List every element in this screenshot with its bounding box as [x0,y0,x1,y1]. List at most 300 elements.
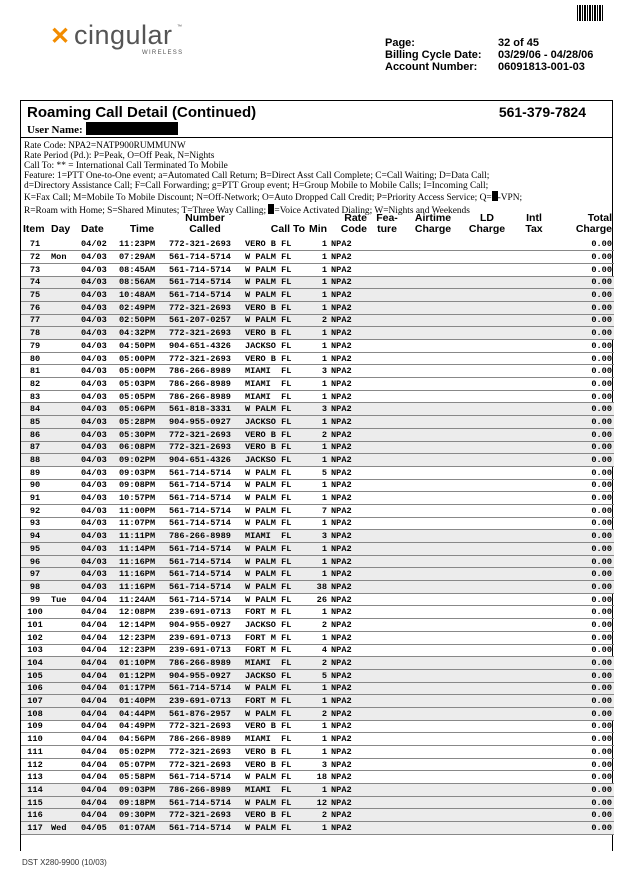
cell-day [49,746,79,759]
cell-item: 91 [21,492,49,505]
cell-empty [405,301,461,314]
cell-empty [513,352,555,365]
cell-time: 05:02PM [117,746,167,759]
cell-time: 09:02PM [117,454,167,467]
cell-date: 04/04 [79,669,117,682]
cell-item: 93 [21,517,49,530]
cell-number-called: 561-714-5714 [167,466,243,479]
table-row [21,390,614,403]
cell-total-charge: 0.00 [555,416,614,429]
col-label: Charge [468,223,506,235]
cell-day [49,390,79,403]
cell-min: 1 [307,631,329,644]
table-row [21,669,614,682]
cell-empty [513,263,555,276]
cell-date: 04/03 [79,289,117,302]
cell-min: 1 [307,568,329,581]
cell-empty [513,733,555,746]
cell-call-to: VERO B FL [243,301,307,314]
cell-number-called: 904-955-0927 [167,669,243,682]
cell-day [49,428,79,441]
cell-empty [405,365,461,378]
col-label: Tax [525,223,543,235]
cell-rate-code: NPA2 [329,720,369,733]
cell-empty [461,695,513,708]
table-row [21,695,614,708]
cell-number-called: 786-266-8989 [167,733,243,746]
cell-rate-code: NPA2 [329,606,369,619]
cell-item: 106 [21,682,49,695]
cell-min: 3 [307,403,329,416]
cell-empty [369,644,405,657]
cell-item: 95 [21,543,49,556]
cell-number-called: 904-955-0927 [167,416,243,429]
cell-empty [513,669,555,682]
cell-empty [513,695,555,708]
col-label: Fea- [376,212,398,224]
cell-empty [513,631,555,644]
col-label: Called [189,223,221,235]
cell-total-charge: 0.00 [555,504,614,517]
col-label: Rate [344,212,367,224]
cell-empty [461,581,513,594]
cell-empty [461,657,513,670]
cell-call-to: W PALM FL [243,492,307,505]
cell-empty [369,593,405,606]
cell-total-charge: 0.00 [555,669,614,682]
cell-min: 1 [307,340,329,353]
cell-date: 04/03 [79,403,117,416]
cell-empty [369,352,405,365]
table-row [21,581,614,594]
cell-item: 90 [21,479,49,492]
cell-min: 1 [307,251,329,264]
cell-empty [513,720,555,733]
cell-number-called: 561-714-5714 [167,251,243,264]
cell-call-to: W PALM FL [243,479,307,492]
cell-rate-code: NPA2 [329,695,369,708]
cell-day [49,352,79,365]
cell-number-called: 561-714-5714 [167,682,243,695]
cell-time: 11:23PM [117,238,167,251]
cell-day [49,657,79,670]
cell-empty [461,606,513,619]
cell-empty [461,784,513,797]
cell-rate-code: NPA2 [329,365,369,378]
cell-number-called: 904-651-4326 [167,340,243,353]
cell-empty [513,378,555,391]
cell-call-to: W PALM FL [243,707,307,720]
cell-date: 04/03 [79,492,117,505]
col-label: ture [377,223,397,235]
logo-wordmark: cingular [74,20,173,50]
cell-total-charge: 0.00 [555,238,614,251]
table-row [21,301,614,314]
cell-item: 76 [21,301,49,314]
col-label: Charge [575,223,612,235]
cell-empty [369,479,405,492]
cell-number-called: 772-321-2693 [167,352,243,365]
table-row [21,822,614,835]
user-name [27,122,178,136]
cell-total-charge: 0.00 [555,289,614,302]
cell-empty [461,403,513,416]
cell-call-to: JACKSO FL [243,340,307,353]
cell-empty [461,251,513,264]
cell-empty [513,416,555,429]
cell-total-charge: 0.00 [555,771,614,784]
cell-rate-code: NPA2 [329,581,369,594]
cell-rate-code: NPA2 [329,758,369,771]
account-info [385,37,593,73]
cell-item: 94 [21,530,49,543]
cell-total-charge: 0.00 [555,454,614,467]
cell-number-called: 239-691-0713 [167,631,243,644]
cell-day [49,504,79,517]
cell-call-to: W PALM FL [243,517,307,530]
cell-number-called: 561-714-5714 [167,276,243,289]
cell-rate-code: NPA2 [329,822,369,835]
table-row [21,251,614,264]
cell-total-charge: 0.00 [555,517,614,530]
cell-item: 80 [21,352,49,365]
cell-total-charge: 0.00 [555,403,614,416]
legend-line: d=Directory Assistance Call; F=Call Forwarding; g=PTT Group event; H=Group Mobile to Mobile Calls; I=Incoming Call; [24,181,489,192]
cell-empty [461,517,513,530]
cell-time: 10:57PM [117,492,167,505]
cell-day [49,340,79,353]
cell-day [49,289,79,302]
cell-call-to: JACKSO FL [243,669,307,682]
table-row [21,492,614,505]
cell-day [49,568,79,581]
table-row [21,568,614,581]
cell-item: 112 [21,758,49,771]
cell-item: 79 [21,340,49,353]
cell-empty [369,746,405,759]
cell-min: 1 [307,289,329,302]
cell-date: 04/04 [79,695,117,708]
cell-empty [513,289,555,302]
billing-cycle-label: Billing Cycle Date: [385,49,482,61]
cell-empty [461,416,513,429]
cell-empty [513,822,555,835]
cell-day [49,314,79,327]
cell-rate-code: NPA2 [329,631,369,644]
cell-item: 103 [21,644,49,657]
col-label: LD [480,212,494,224]
cell-total-charge: 0.00 [555,822,614,835]
cell-empty [513,454,555,467]
cell-item: 85 [21,416,49,429]
cell-time: 11:16PM [117,568,167,581]
cell-empty [461,758,513,771]
cell-day [49,441,79,454]
cell-rate-code: NPA2 [329,238,369,251]
cell-empty [405,707,461,720]
section-title: Roaming Call Detail (Continued) [27,104,257,121]
cell-empty [369,263,405,276]
cell-total-charge: 0.00 [555,378,614,391]
cell-date: 04/03 [79,390,117,403]
barcode [577,5,603,21]
cell-call-to: W PALM FL [243,263,307,276]
cell-number-called: 772-321-2693 [167,301,243,314]
cell-total-charge: 0.00 [555,784,614,797]
cell-number-called: 561-714-5714 [167,593,243,606]
cell-item: 113 [21,771,49,784]
cell-item: 72 [21,251,49,264]
cell-number-called: 239-691-0713 [167,695,243,708]
cell-date: 04/03 [79,504,117,517]
cell-item: 73 [21,263,49,276]
cell-empty [405,416,461,429]
cell-total-charge: 0.00 [555,593,614,606]
col-feature [369,213,405,238]
cell-empty [405,289,461,302]
cell-empty [405,251,461,264]
cell-date: 04/03 [79,479,117,492]
cell-empty [513,479,555,492]
cell-total-charge: 0.00 [555,340,614,353]
cell-time: 01:12PM [117,669,167,682]
cell-call-to: W PALM FL [243,555,307,568]
cell-time: 09:18PM [117,796,167,809]
table-row [21,378,614,391]
cell-total-charge: 0.00 [555,746,614,759]
table-row [21,340,614,353]
cell-empty [369,327,405,340]
table-row [21,593,614,606]
cell-time: 05:00PM [117,365,167,378]
cell-time: 10:48AM [117,289,167,302]
cell-date: 04/03 [79,466,117,479]
cell-empty [405,784,461,797]
col-airtime [405,213,461,238]
cell-empty [461,492,513,505]
cell-item: 87 [21,441,49,454]
cell-empty [369,809,405,822]
cell-number-called: 786-266-8989 [167,784,243,797]
cell-empty [369,416,405,429]
cell-min: 2 [307,809,329,822]
cell-total-charge: 0.00 [555,263,614,276]
cell-rate-code: NPA2 [329,530,369,543]
cell-date: 04/04 [79,657,117,670]
col-date: Date [81,223,104,235]
cell-empty [405,479,461,492]
cell-empty [513,796,555,809]
cell-date: 04/04 [79,606,117,619]
cell-call-to: W PALM FL [243,593,307,606]
cell-empty [461,568,513,581]
cell-time: 11:16PM [117,555,167,568]
cell-empty [369,796,405,809]
cell-empty [461,707,513,720]
cell-call-to: W PALM FL [243,581,307,594]
cell-call-to: W PALM FL [243,822,307,835]
cell-day [49,555,79,568]
col-ld [461,213,513,238]
call-table [21,213,614,835]
cell-empty [513,301,555,314]
cell-rate-code: NPA2 [329,263,369,276]
cell-date: 04/03 [79,301,117,314]
cell-empty [405,619,461,632]
cell-total-charge: 0.00 [555,428,614,441]
cell-min: 1 [307,695,329,708]
col-time: Time [129,223,155,235]
cell-item: 88 [21,454,49,467]
cell-min: 1 [307,606,329,619]
legend-line [24,191,522,203]
cell-date: 04/04 [79,619,117,632]
cell-empty [405,682,461,695]
cell-item: 83 [21,390,49,403]
cell-call-to: W PALM FL [243,504,307,517]
cell-min: 1 [307,327,329,340]
cell-empty [461,441,513,454]
cell-empty [513,619,555,632]
cell-day [49,758,79,771]
cell-call-to: MIAMI FL [243,365,307,378]
cell-empty [369,669,405,682]
cell-time: 11:07PM [117,517,167,530]
cell-empty [461,390,513,403]
cell-day [49,809,79,822]
cell-empty [405,695,461,708]
cell-empty [369,251,405,264]
cell-empty [461,555,513,568]
cell-date: 04/03 [79,581,117,594]
cell-call-to: FORT M FL [243,695,307,708]
legend-line: Rate Code: NPA2=NATP900RUMMUNW [24,141,186,151]
cell-item: 98 [21,581,49,594]
table-row [21,327,614,340]
cell-item: 89 [21,466,49,479]
cell-empty [369,682,405,695]
col-number-called [167,213,243,238]
account-number: 06091813-001-03 [498,61,585,73]
cell-item: 115 [21,796,49,809]
redaction-bar [86,122,178,135]
cell-min: 1 [307,378,329,391]
table-row [21,314,614,327]
cell-time: 06:08PM [117,441,167,454]
cell-day [49,492,79,505]
cell-number-called: 561-714-5714 [167,581,243,594]
cell-call-to: W PALM FL [243,682,307,695]
cell-empty [461,733,513,746]
legend-text: R=Roam with Home; S=Shared Minutes; T=Three Way Calling; [24,205,269,216]
cell-empty [513,568,555,581]
cell-min: 5 [307,669,329,682]
cell-empty [405,631,461,644]
cell-call-to: FORT M FL [243,606,307,619]
cell-empty [513,593,555,606]
cell-empty [405,657,461,670]
cell-empty [461,378,513,391]
cell-date: 04/04 [79,733,117,746]
cell-number-called: 561-714-5714 [167,822,243,835]
cell-empty [461,682,513,695]
cell-rate-code: NPA2 [329,568,369,581]
cell-day [49,517,79,530]
cell-empty [405,543,461,556]
cell-rate-code: NPA2 [329,390,369,403]
divider [21,137,612,138]
cell-date: 04/04 [79,682,117,695]
cell-empty [513,504,555,517]
cell-rate-code: NPA2 [329,301,369,314]
cell-rate-code: NPA2 [329,454,369,467]
cell-total-charge: 0.00 [555,327,614,340]
cell-date: 04/03 [79,543,117,556]
cell-item: 78 [21,327,49,340]
cell-empty [405,733,461,746]
cell-rate-code: NPA2 [329,416,369,429]
cell-rate-code: NPA2 [329,746,369,759]
cell-empty [405,568,461,581]
cell-date: 04/04 [79,771,117,784]
cell-empty [461,301,513,314]
cell-empty [369,720,405,733]
table-row [21,784,614,797]
cell-empty [513,809,555,822]
cell-rate-code: NPA2 [329,504,369,517]
table-row [21,289,614,302]
cell-number-called: 561-714-5714 [167,771,243,784]
cell-empty [513,314,555,327]
cell-rate-code: NPA2 [329,378,369,391]
cell-empty [369,822,405,835]
cell-date: 04/03 [79,454,117,467]
cell-empty [405,809,461,822]
cell-day [49,238,79,251]
cell-min: 4 [307,644,329,657]
cell-date: 04/02 [79,238,117,251]
cell-rate-code: NPA2 [329,251,369,264]
cell-time: 11:00PM [117,504,167,517]
cell-number-called: 904-955-0927 [167,619,243,632]
cell-min: 1 [307,746,329,759]
cell-call-to: W PALM FL [243,543,307,556]
cell-item: 86 [21,428,49,441]
table-row [21,276,614,289]
table-row [21,606,614,619]
cell-date: 04/03 [79,428,117,441]
cell-day [49,644,79,657]
cell-empty [405,238,461,251]
cell-time: 01:40PM [117,695,167,708]
cell-empty [405,517,461,530]
cell-empty [461,593,513,606]
cell-day [49,466,79,479]
cell-total-charge: 0.00 [555,796,614,809]
cell-total-charge: 0.00 [555,619,614,632]
cell-time: 01:17PM [117,682,167,695]
col-item: Item [23,223,45,235]
cell-date: 04/03 [79,365,117,378]
cell-rate-code: NPA2 [329,771,369,784]
cell-call-to: VERO B FL [243,352,307,365]
cell-call-to: MIAMI FL [243,390,307,403]
cell-number-called: 561-714-5714 [167,543,243,556]
cell-time: 05:03PM [117,378,167,391]
cell-rate-code: NPA2 [329,340,369,353]
table-header [21,213,614,238]
cell-empty [405,771,461,784]
